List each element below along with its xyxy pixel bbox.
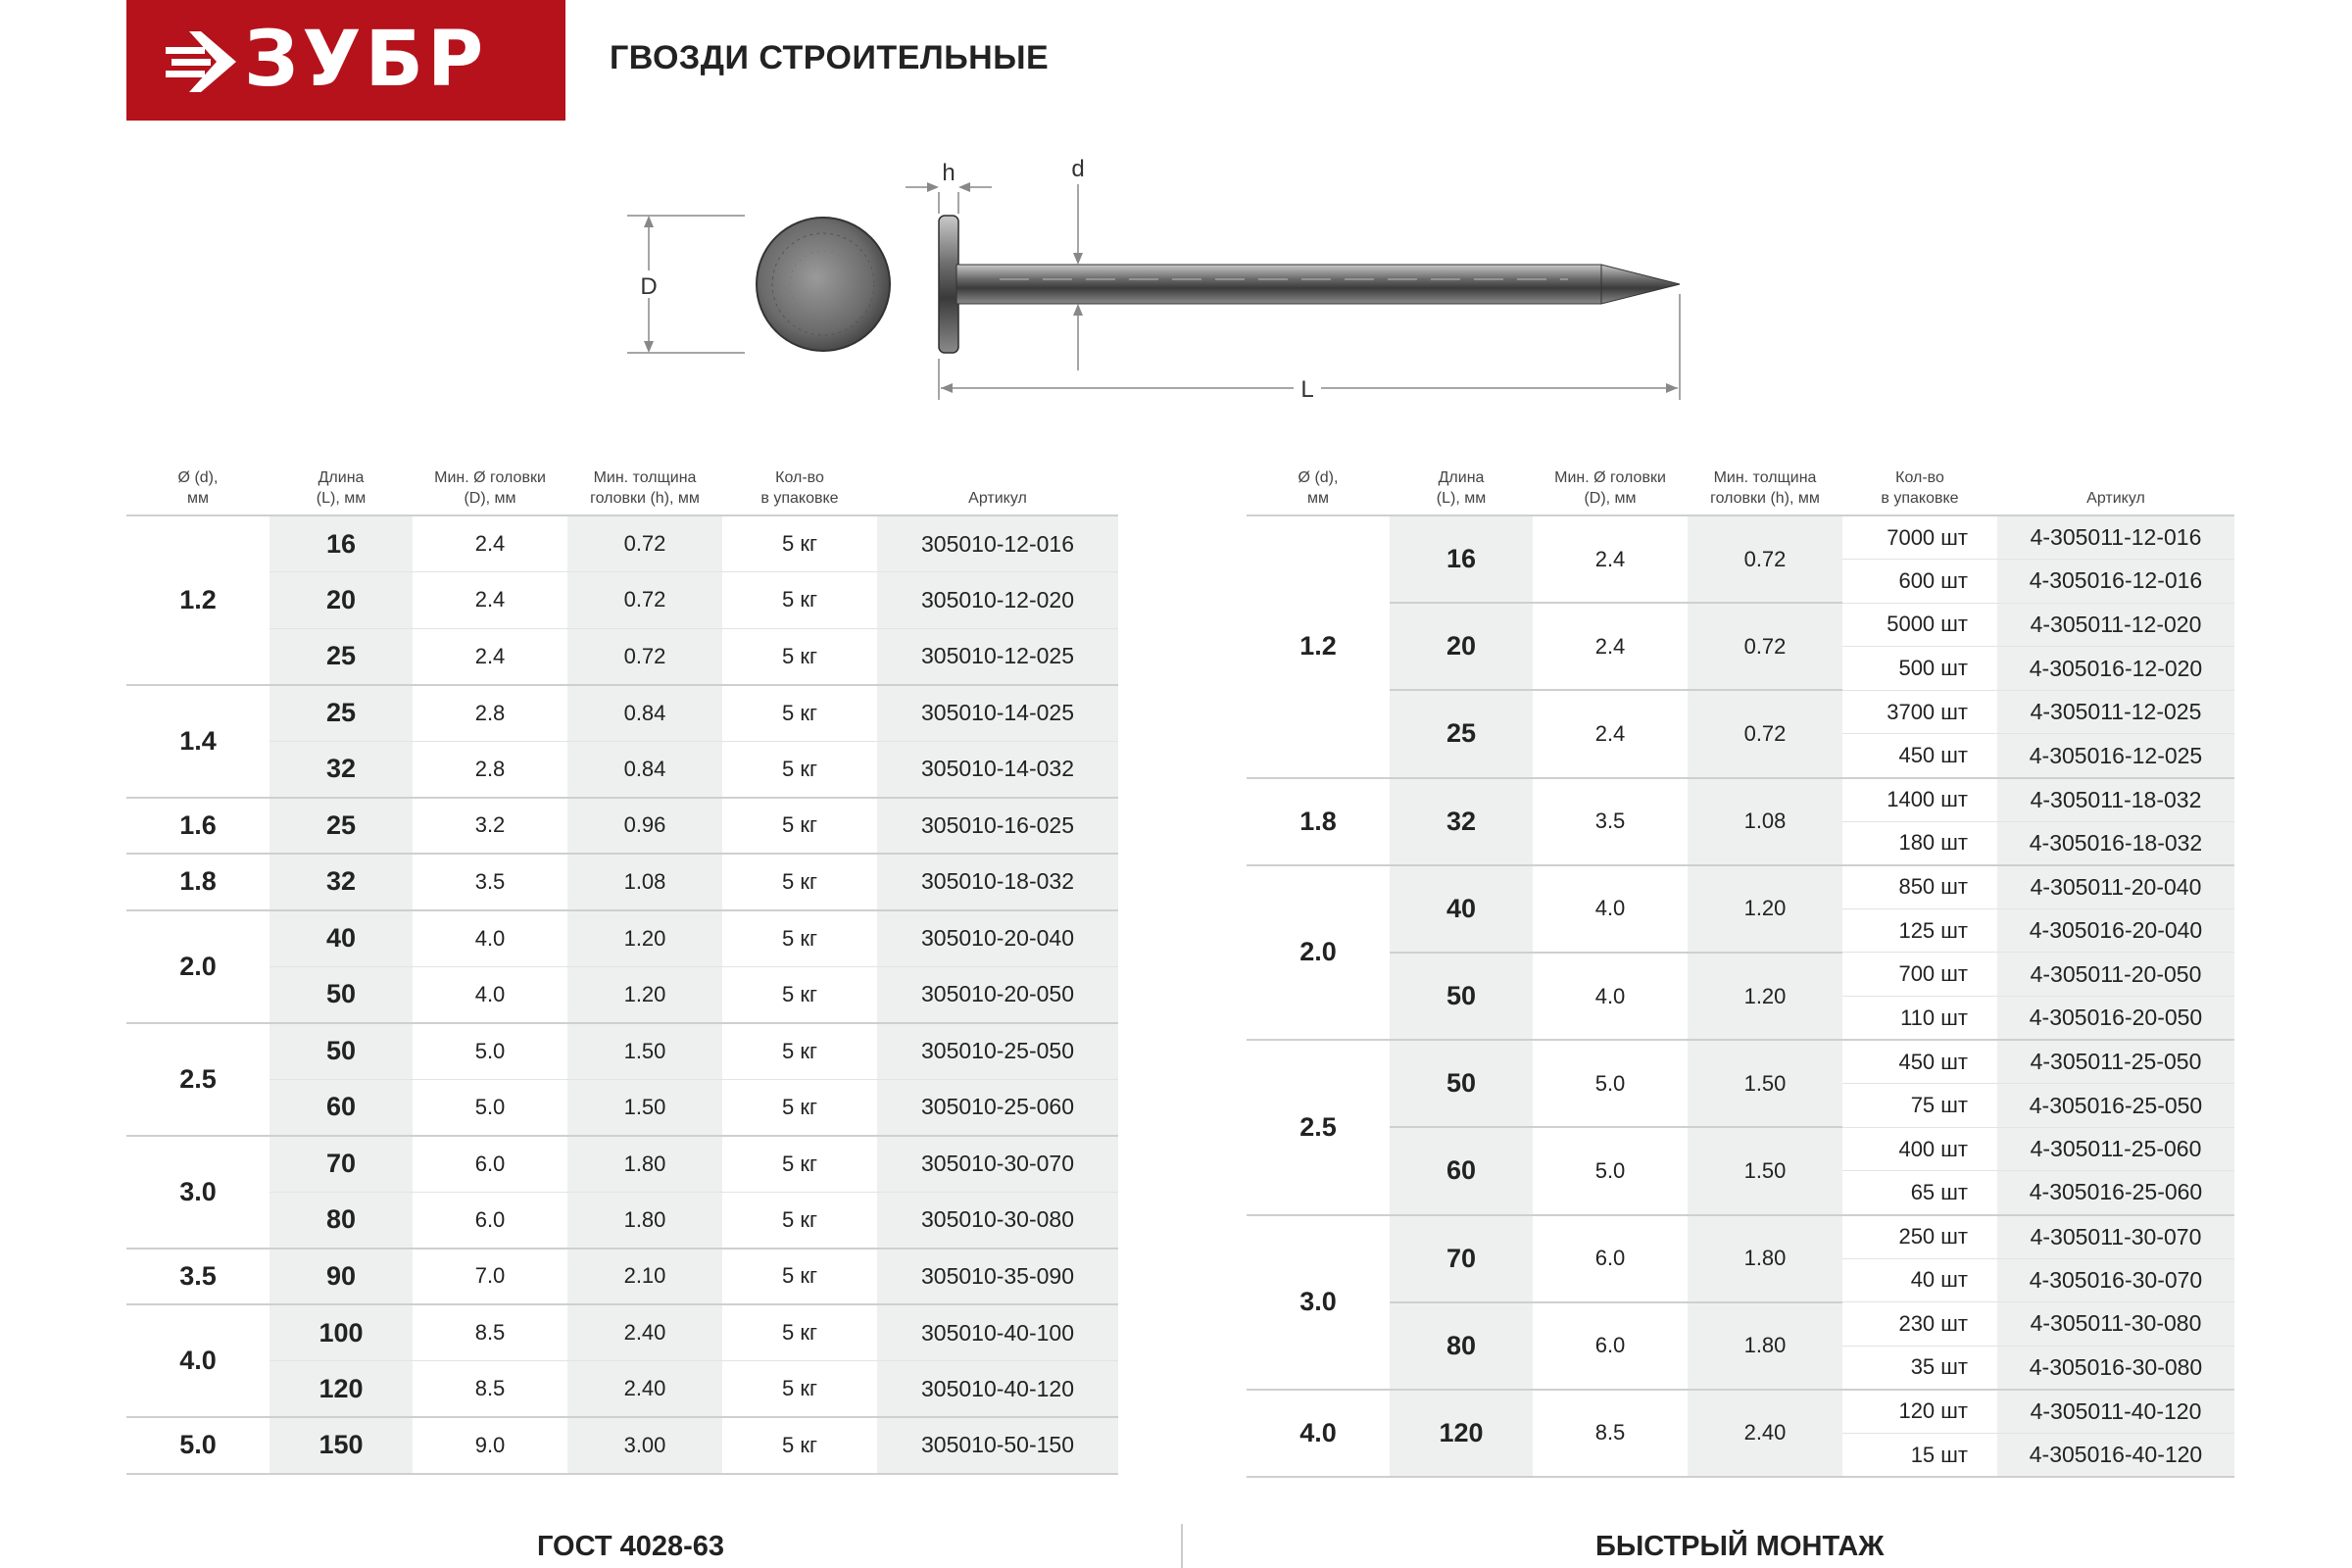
article-cell: 4-305011-25-060	[1997, 1127, 2234, 1171]
dimension-label-h: h	[942, 160, 956, 186]
article-cell: 305010-20-050	[877, 966, 1118, 1023]
table-header-row	[126, 465, 1118, 515]
article-cell: 4-305016-12-020	[1997, 647, 2234, 691]
head-diameter-cell: 9.0	[413, 1417, 567, 1474]
column-header: Ø (d), мм	[1298, 469, 1339, 507]
head-diameter-cell: 6.0	[1533, 1215, 1688, 1302]
table-row	[126, 1079, 1118, 1136]
quantity-cell: 5 кг	[722, 628, 877, 685]
head-thickness-cell: 1.80	[1688, 1302, 1842, 1390]
article-cell: 305010-50-150	[877, 1417, 1118, 1474]
head-thickness-cell: 0.72	[567, 572, 722, 629]
dimension-label-d: d	[1071, 157, 1085, 182]
head-diameter-cell: 2.4	[413, 628, 567, 685]
quantity-cell: 5 кг	[722, 572, 877, 629]
table-row	[1247, 865, 2234, 909]
article-cell: 4-305016-20-040	[1997, 908, 2234, 953]
table-row	[126, 798, 1118, 855]
length-cell: 16	[270, 515, 413, 572]
nail-shank	[956, 265, 1601, 304]
length-cell: 60	[270, 1079, 413, 1136]
quantity-cell: 40 шт	[1842, 1258, 1997, 1302]
head-diameter-cell: 5.0	[413, 1023, 567, 1080]
footer-quick-mount-label: БЫСТРЫЙ МОНТАЖ	[1595, 1531, 1885, 1562]
head-diameter-cell: 4.0	[413, 910, 567, 967]
length-cell: 25	[270, 798, 413, 855]
table-row	[1247, 1127, 2234, 1171]
table-row	[126, 1361, 1118, 1418]
length-cell: 25	[270, 628, 413, 685]
article-cell: 4-305011-30-080	[1997, 1302, 2234, 1347]
head-thickness-cell: 1.20	[1688, 953, 1842, 1040]
quantity-cell: 5 кг	[722, 1136, 877, 1193]
head-thickness-cell: 2.40	[567, 1361, 722, 1418]
quantity-cell: 450 шт	[1842, 734, 1997, 778]
length-cell: 50	[1390, 1040, 1533, 1127]
length-cell: 40	[270, 910, 413, 967]
article-cell: 4-305011-12-016	[1997, 515, 2234, 560]
length-cell: 50	[270, 1023, 413, 1080]
head-diameter-cell: 2.4	[413, 515, 567, 572]
table-row	[126, 910, 1118, 967]
quantity-cell: 5 кг	[722, 1417, 877, 1474]
quantity-cell: 700 шт	[1842, 953, 1997, 997]
length-cell: 80	[1390, 1302, 1533, 1390]
table-row	[1247, 515, 2234, 560]
article-cell: 4-305016-12-025	[1997, 734, 2234, 778]
quantity-cell: 120 шт	[1842, 1390, 1997, 1434]
quantity-cell: 110 шт	[1842, 997, 1997, 1041]
diameter-cell: 1.2	[1247, 515, 1390, 778]
brand-name: ЗУБР	[244, 16, 488, 104]
head-thickness-cell: 1.20	[567, 910, 722, 967]
column-header: Кол-во в упаковке	[1881, 469, 1959, 507]
length-cell: 25	[270, 685, 413, 742]
nail-tip	[1601, 265, 1680, 304]
table-row	[126, 515, 1118, 572]
length-cell: 32	[1390, 778, 1533, 865]
nail-head-side	[939, 216, 958, 353]
diameter-cell: 2.0	[126, 910, 270, 1023]
head-thickness-cell: 1.80	[567, 1136, 722, 1193]
article-cell: 4-305011-12-020	[1997, 603, 2234, 647]
nail-head-top-view	[757, 218, 890, 351]
head-diameter-cell: 6.0	[413, 1136, 567, 1193]
head-diameter-cell: 5.0	[1533, 1127, 1688, 1214]
length-cell: 32	[270, 741, 413, 798]
length-cell: 70	[1390, 1215, 1533, 1302]
article-cell: 4-305011-18-032	[1997, 778, 2234, 822]
head-diameter-cell: 2.8	[413, 685, 567, 742]
article-cell: 4-305011-12-025	[1997, 690, 2234, 734]
column-header: Артикул	[968, 490, 1027, 507]
head-diameter-cell: 2.4	[1533, 515, 1688, 603]
footer-divider	[1181, 1524, 1183, 1568]
article-cell: 4-305016-25-060	[1997, 1171, 2234, 1215]
quantity-cell: 230 шт	[1842, 1302, 1997, 1347]
head-thickness-cell: 0.72	[567, 628, 722, 685]
head-diameter-cell: 2.4	[1533, 603, 1688, 690]
head-thickness-cell: 0.84	[567, 741, 722, 798]
diameter-cell: 1.8	[126, 854, 270, 910]
quantity-cell: 75 шт	[1842, 1084, 1997, 1128]
article-cell: 4-305011-30-070	[1997, 1215, 2234, 1259]
length-cell: 100	[270, 1304, 413, 1361]
head-thickness-cell: 0.72	[1688, 603, 1842, 690]
table-row	[126, 1192, 1118, 1249]
head-thickness-cell: 2.10	[567, 1249, 722, 1305]
article-cell: 305010-14-025	[877, 685, 1118, 742]
length-cell: 80	[270, 1192, 413, 1249]
table-row	[1247, 953, 2234, 997]
column-header: Мин. толщина головки (h), мм	[590, 469, 700, 507]
diameter-cell: 3.0	[1247, 1215, 1390, 1390]
nail-diagram	[627, 157, 1764, 412]
quantity-cell: 5 кг	[722, 1361, 877, 1418]
table-row	[126, 1304, 1118, 1361]
diameter-cell: 1.6	[126, 798, 270, 855]
head-diameter-cell: 4.0	[1533, 865, 1688, 953]
diameter-cell: 2.5	[1247, 1040, 1390, 1214]
article-cell: 305010-30-070	[877, 1136, 1118, 1193]
quantity-cell: 400 шт	[1842, 1127, 1997, 1171]
diameter-cell: 2.0	[1247, 865, 1390, 1040]
quantity-cell: 5000 шт	[1842, 603, 1997, 647]
quantity-cell: 180 шт	[1842, 821, 1997, 865]
length-cell: 25	[1390, 690, 1533, 777]
quantity-cell: 15 шт	[1842, 1433, 1997, 1477]
length-cell: 40	[1390, 865, 1533, 953]
column-header: Мин. Ø головки (D), мм	[434, 469, 546, 507]
page-title: ГВОЗДИ СТРОИТЕЛЬНЫЕ	[610, 39, 1050, 76]
quantity-cell: 35 шт	[1842, 1346, 1997, 1390]
column-header: Мин. толщина головки (h), мм	[1710, 469, 1820, 507]
article-cell: 4-305016-25-050	[1997, 1084, 2234, 1128]
head-thickness-cell: 0.72	[1688, 515, 1842, 603]
column-header: Мин. Ø головки (D), мм	[1554, 469, 1666, 507]
quantity-cell: 850 шт	[1842, 865, 1997, 909]
head-diameter-cell: 2.4	[1533, 690, 1688, 777]
head-diameter-cell: 4.0	[413, 966, 567, 1023]
head-diameter-cell: 8.5	[413, 1361, 567, 1418]
diameter-cell: 4.0	[126, 1304, 270, 1417]
head-thickness-cell: 2.40	[567, 1304, 722, 1361]
head-thickness-cell: 3.00	[567, 1417, 722, 1474]
table-row	[126, 572, 1118, 629]
gost-spec-table	[126, 465, 1118, 1475]
length-cell: 16	[1390, 515, 1533, 603]
article-cell: 4-305011-25-050	[1997, 1040, 2234, 1084]
article-cell: 305010-16-025	[877, 798, 1118, 855]
head-diameter-cell: 4.0	[1533, 953, 1688, 1040]
article-cell: 4-305011-20-040	[1997, 865, 2234, 909]
table-row	[126, 1249, 1118, 1305]
column-header: Кол-во в упаковке	[760, 469, 839, 507]
column-header: Ø (d), мм	[177, 469, 219, 507]
dimension-label-L: L	[1300, 376, 1314, 403]
brand-logo	[126, 0, 565, 121]
diameter-cell: 5.0	[126, 1417, 270, 1474]
head-diameter-cell: 5.0	[413, 1079, 567, 1136]
head-diameter-cell: 2.4	[413, 572, 567, 629]
quantity-cell: 5 кг	[722, 1023, 877, 1080]
quantity-cell: 5 кг	[722, 854, 877, 910]
table-row	[126, 741, 1118, 798]
article-cell: 305010-25-050	[877, 1023, 1118, 1080]
diameter-cell: 4.0	[1247, 1390, 1390, 1477]
head-thickness-cell: 0.72	[567, 515, 722, 572]
length-cell: 70	[270, 1136, 413, 1193]
article-cell: 4-305016-30-080	[1997, 1346, 2234, 1390]
head-diameter-cell: 3.5	[1533, 778, 1688, 865]
length-cell: 32	[270, 854, 413, 910]
length-cell: 60	[1390, 1127, 1533, 1214]
head-diameter-cell: 3.5	[413, 854, 567, 910]
column-header: Длина (L), мм	[316, 469, 367, 507]
head-thickness-cell: 1.08	[567, 854, 722, 910]
diameter-cell: 1.2	[126, 515, 270, 685]
head-diameter-cell: 7.0	[413, 1249, 567, 1305]
length-cell: 20	[270, 572, 413, 629]
table-row	[126, 685, 1118, 742]
column-header: Артикул	[2086, 490, 2145, 507]
head-thickness-cell: 0.72	[1688, 690, 1842, 777]
head-thickness-cell: 1.50	[1688, 1127, 1842, 1214]
quantity-cell: 5 кг	[722, 910, 877, 967]
quantity-cell: 5 кг	[722, 1192, 877, 1249]
length-cell: 20	[1390, 603, 1533, 690]
diameter-cell: 3.0	[126, 1136, 270, 1249]
article-cell: 305010-12-016	[877, 515, 1118, 572]
article-cell: 4-305016-20-050	[1997, 997, 2234, 1041]
article-cell: 305010-14-032	[877, 741, 1118, 798]
quantity-cell: 5 кг	[722, 1079, 877, 1136]
length-cell: 120	[270, 1361, 413, 1418]
head-thickness-cell: 2.40	[1688, 1390, 1842, 1477]
length-cell: 150	[270, 1417, 413, 1474]
quantity-cell: 5 кг	[722, 741, 877, 798]
quantity-cell: 500 шт	[1842, 647, 1997, 691]
quantity-cell: 125 шт	[1842, 908, 1997, 953]
article-cell: 305010-12-020	[877, 572, 1118, 629]
length-cell: 50	[1390, 953, 1533, 1040]
quantity-cell: 5 кг	[722, 1249, 877, 1305]
head-thickness-cell: 0.96	[567, 798, 722, 855]
table-row	[126, 1417, 1118, 1474]
table-row	[1247, 1302, 2234, 1347]
quantity-cell: 1400 шт	[1842, 778, 1997, 822]
article-cell: 4-305016-40-120	[1997, 1433, 2234, 1477]
article-cell: 4-305016-18-032	[1997, 821, 2234, 865]
head-diameter-cell: 6.0	[1533, 1302, 1688, 1390]
footer-standard-label: ГОСТ 4028-63	[537, 1531, 725, 1562]
quantity-cell: 450 шт	[1842, 1040, 1997, 1084]
quantity-cell: 5 кг	[722, 966, 877, 1023]
head-thickness-cell: 1.80	[1688, 1215, 1842, 1302]
head-thickness-cell: 1.50	[1688, 1040, 1842, 1127]
head-diameter-cell: 5.0	[1533, 1040, 1688, 1127]
table-row	[1247, 778, 2234, 822]
quantity-cell: 600 шт	[1842, 560, 1997, 604]
article-cell: 305010-25-060	[877, 1079, 1118, 1136]
length-cell: 90	[270, 1249, 413, 1305]
head-thickness-cell: 1.20	[1688, 865, 1842, 953]
table-row	[126, 1023, 1118, 1080]
head-thickness-cell: 1.08	[1688, 778, 1842, 865]
length-cell: 120	[1390, 1390, 1533, 1477]
dimension-label-D: D	[640, 273, 658, 300]
article-cell: 305010-40-120	[877, 1361, 1118, 1418]
table-row	[1247, 690, 2234, 734]
table-row	[1247, 1040, 2234, 1084]
table-row	[126, 1136, 1118, 1193]
head-diameter-cell: 2.8	[413, 741, 567, 798]
table-row	[126, 628, 1118, 685]
head-diameter-cell: 8.5	[413, 1304, 567, 1361]
article-cell: 305010-20-040	[877, 910, 1118, 967]
table-row	[1247, 1215, 2234, 1259]
head-diameter-cell: 8.5	[1533, 1390, 1688, 1477]
quantity-cell: 5 кг	[722, 515, 877, 572]
brand-emblem-icon	[162, 27, 240, 96]
diameter-cell: 2.5	[126, 1023, 270, 1136]
table-row	[1247, 603, 2234, 647]
article-cell: 4-305016-30-070	[1997, 1258, 2234, 1302]
article-cell: 4-305011-20-050	[1997, 953, 2234, 997]
table-header-row	[1247, 465, 2234, 515]
quick-mount-spec-table	[1247, 465, 2234, 1478]
article-cell: 305010-40-100	[877, 1304, 1118, 1361]
length-cell: 50	[270, 966, 413, 1023]
table-row	[126, 966, 1118, 1023]
article-cell: 305010-12-025	[877, 628, 1118, 685]
article-cell: 305010-18-032	[877, 854, 1118, 910]
head-thickness-cell: 1.20	[567, 966, 722, 1023]
head-thickness-cell: 0.84	[567, 685, 722, 742]
article-cell: 305010-30-080	[877, 1192, 1118, 1249]
diameter-cell: 3.5	[126, 1249, 270, 1305]
quantity-cell: 5 кг	[722, 798, 877, 855]
diameter-cell: 1.8	[1247, 778, 1390, 865]
head-thickness-cell: 1.80	[567, 1192, 722, 1249]
quantity-cell: 7000 шт	[1842, 515, 1997, 560]
head-thickness-cell: 1.50	[567, 1023, 722, 1080]
head-thickness-cell: 1.50	[567, 1079, 722, 1136]
quantity-cell: 5 кг	[722, 685, 877, 742]
quantity-cell: 250 шт	[1842, 1215, 1997, 1259]
quantity-cell: 65 шт	[1842, 1171, 1997, 1215]
article-cell: 4-305016-12-016	[1997, 560, 2234, 604]
quantity-cell: 5 кг	[722, 1304, 877, 1361]
article-cell: 4-305011-40-120	[1997, 1390, 2234, 1434]
column-header: Длина (L), мм	[1436, 469, 1487, 507]
table-row	[126, 854, 1118, 910]
quantity-cell: 3700 шт	[1842, 690, 1997, 734]
article-cell: 305010-35-090	[877, 1249, 1118, 1305]
table-row	[1247, 1390, 2234, 1434]
head-diameter-cell: 3.2	[413, 798, 567, 855]
head-diameter-cell: 6.0	[413, 1192, 567, 1249]
diameter-cell: 1.4	[126, 685, 270, 798]
